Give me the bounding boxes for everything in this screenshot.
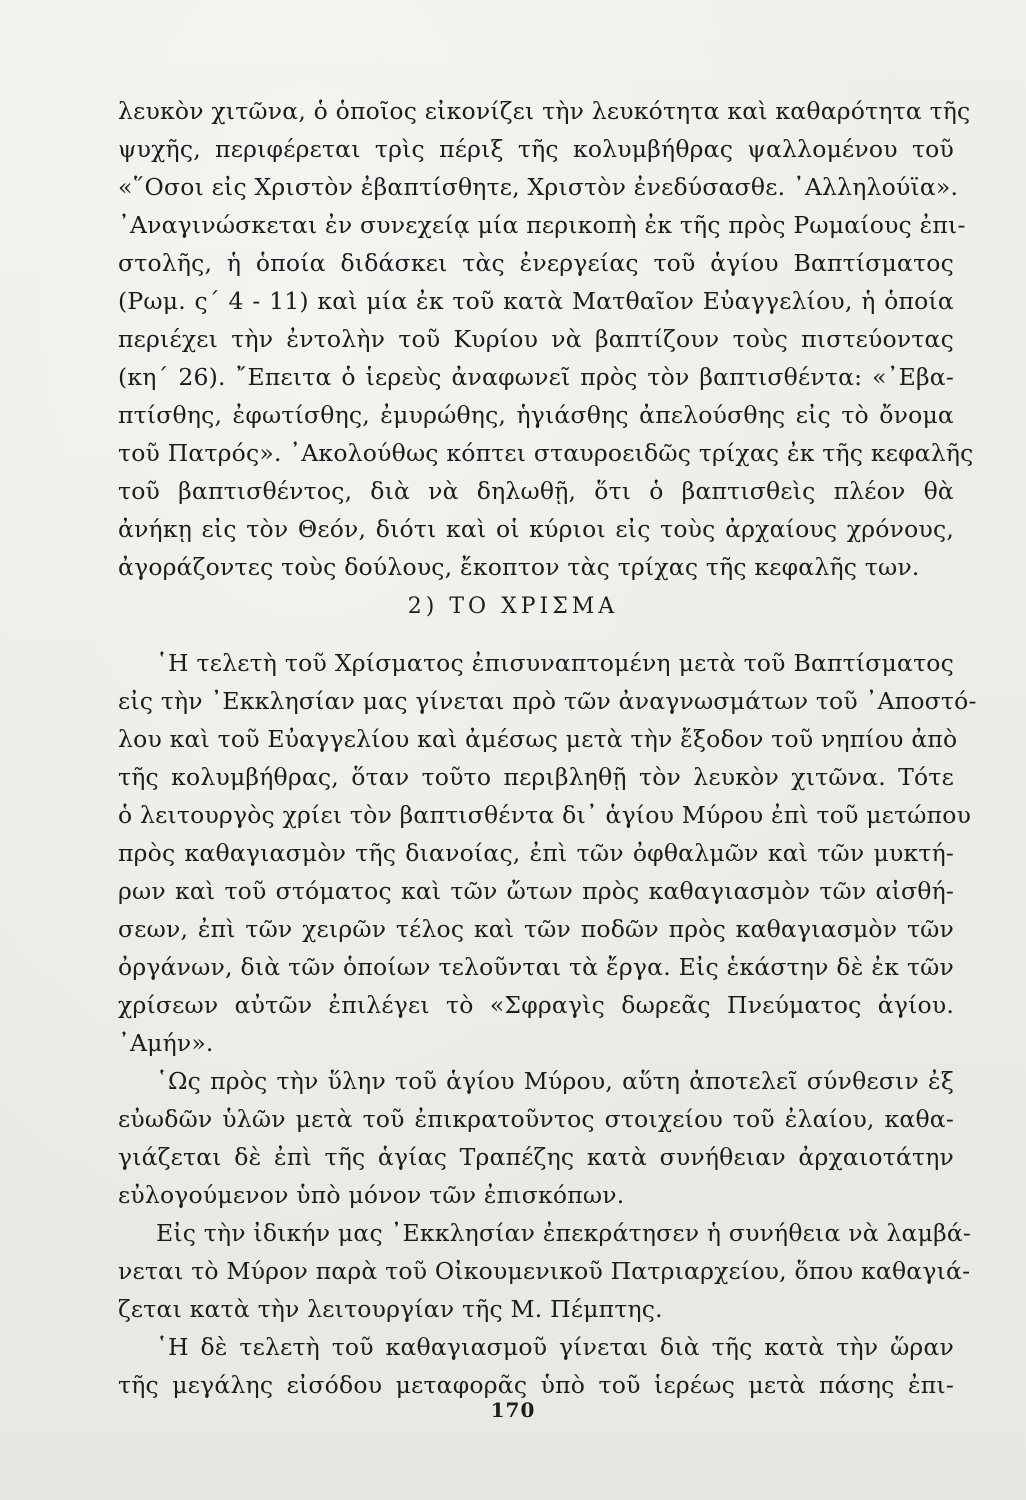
text-line: εὐωδῶν ὑλῶν μετὰ τοῦ ἐπικρατοῦντος στοιχείου τοῦ ἐλαίου, καθα- xyxy=(118,1105,954,1133)
text-line: ἀγοράζοντες τοὺς δούλους, ἔκοπτον τὰς τρίχας τῆς κεφαλῆς των. xyxy=(118,553,920,581)
text-line: (κη΄ 26). ῎Επειτα ὁ ἱερεὺς ἀναφωνεῖ πρὸς τὸν βαπτισθέντα: «᾿Εβα- xyxy=(118,363,954,391)
text-line: πτίσθης, ἐφωτίσθης, ἐμυρώθης, ἡγιάσθης ἀπελούσθης εἰς τὸ ὄνομα xyxy=(118,401,954,429)
section-heading: 2) ΤΟ ΧΡΙΣΜΑ xyxy=(407,594,619,619)
text-line: ῾Η δὲ τελετὴ τοῦ καθαγιασμοῦ γίνεται διὰ τῆς κατὰ τὴν ὥραν xyxy=(156,1333,954,1361)
text-line: στολῆς, ἡ ὁποία διδάσκει τὰς ἐνεργείας τοῦ ἁγίου Βαπτίσματος xyxy=(118,249,954,277)
text-line: ζεται κατὰ τὴν λειτουργίαν τῆς Μ. Πέμπτης. xyxy=(118,1295,663,1323)
text-line: περιέχει τὴν ἐντολὴν τοῦ Κυρίου νὰ βαπτίζουν τοὺς πιστεύοντας xyxy=(118,325,954,353)
text-line: λευκὸν χιτῶνα, ὁ ὁποῖος εἰκονίζει τὴν λευκότητα καὶ καθαρότητα τῆς xyxy=(118,97,971,125)
text-block-after-heading xyxy=(118,644,977,1404)
text-line: νεται τὸ Μύρον παρὰ τοῦ Οἰκουμενικοῦ Πατριαρχείου, ὅπου καθαγιά- xyxy=(118,1257,971,1285)
text-line: εὐλογούμενον ὑπὸ μόνον τῶν ἐπισκόπων. xyxy=(118,1181,625,1209)
page-number: 170 xyxy=(490,1398,536,1422)
text-line: γιάζεται δὲ ἐπὶ τῆς ἁγίας Τραπέζης κατὰ συνήθειαν ἀρχαιοτάτην xyxy=(118,1143,954,1171)
text-line: ᾿Αναγινώσκεται ἐν συνεχείᾳ μία περικοπὴ ἐκ τῆς πρὸς Ρωμαίους ἐπι- xyxy=(118,211,966,239)
text-line: «῞Οσοι εἰς Χριστὸν ἐβαπτίσθητε, Χριστὸν ἐνεδύσασθε. ᾿Αλληλούϊα». xyxy=(118,173,959,201)
text-line: ἀνήκῃ εἰς τὸν Θεόν, διότι καὶ οἱ κύριοι εἰς τοὺς ἀρχαίους χρόνους, xyxy=(118,515,954,543)
text-line: εἰς τὴν ᾿Εκκλησίαν μας γίνεται πρὸ τῶν ἀναγνωσμάτων τοῦ ᾿Αποστό- xyxy=(118,687,977,715)
text-line: χρίσεων αὐτῶν ἐπιλέγει τὸ «Σφραγὶς δωρεᾶς Πνεύματος ἁγίου. xyxy=(118,991,954,1019)
text-line: πρὸς καθαγιασμὸν τῆς διανοίας, ἐπὶ τῶν ὀφθαλμῶν καὶ τῶν μυκτή- xyxy=(118,839,954,867)
text-line: ρων καὶ τοῦ στόματος καὶ τῶν ὤτων πρὸς καθαγιασμὸν τῶν αἰσθή- xyxy=(118,877,954,905)
text-line: ῾Η τελετὴ τοῦ Χρίσματος ἐπισυναπτομένη μετὰ τοῦ Βαπτίσματος xyxy=(156,649,954,677)
text-line: σεων, ἐπὶ τῶν χειρῶν τέλος καὶ τῶν ποδῶν πρὸς καθαγιασμὸν τῶν xyxy=(118,915,954,943)
text-line: ψυχῆς, περιφέρεται τρὶς πέριξ τῆς κολυμβήθρας ψαλλομένου τοῦ xyxy=(118,135,954,163)
text-line: Εἰς τὴν ἰδικήν μας ᾿Εκκλησίαν ἐπεκράτησεν ἡ συνήθεια νὰ λαμβά- xyxy=(156,1219,972,1247)
text-line: ῾Ως πρὸς τὴν ὕλην τοῦ ἁγίου Μύρου, αὕτη ἀποτελεῖ σύνθεσιν ἐξ xyxy=(156,1067,954,1095)
text-line: ᾿Αμήν». xyxy=(118,1029,214,1057)
text-line: τῆς κολυμβήθρας, ὅταν τοῦτο περιβληθῇ τὸν λευκὸν χιτῶνα. Τότε xyxy=(118,763,954,791)
text-line: τοῦ Πατρός». ᾿Ακολούθως κόπτει σταυροειδῶς τρίχας ἐκ τῆς κεφαλῆς xyxy=(118,439,974,467)
text-block-before-heading xyxy=(118,92,974,586)
text-line: τῆς μεγάλης εἰσόδου μεταφορᾶς ὑπὸ τοῦ ἱερέως μετὰ πάσης ἐπι- xyxy=(118,1371,954,1399)
text-line: λου καὶ τοῦ Εὐαγγελίου καὶ ἀμέσως μετὰ τὴν ἔξοδον τοῦ νηπίου ἀπὸ xyxy=(118,725,958,753)
text-line: ὁ λειτουργὸς χρίει τὸν βαπτισθέντα δι᾿ ἁγίου Μύρου ἐπὶ τοῦ μετώπου xyxy=(118,801,972,829)
text-line: ὀργάνων, διὰ τῶν ὁποίων τελοῦνται τὰ ἔργα. Εἰς ἑκάστην δὲ ἐκ τῶν xyxy=(118,953,954,981)
text-line: τοῦ βαπτισθέντος, διὰ νὰ δηλωθῇ, ὅτι ὁ βαπτισθεὶς πλέον θὰ xyxy=(118,477,954,505)
text-line: (Ρωμ. ς΄ 4 - 11) καὶ μία ἐκ τοῦ κατὰ Ματθαῖον Εὐαγγελίου, ἡ ὁποία xyxy=(118,287,954,315)
